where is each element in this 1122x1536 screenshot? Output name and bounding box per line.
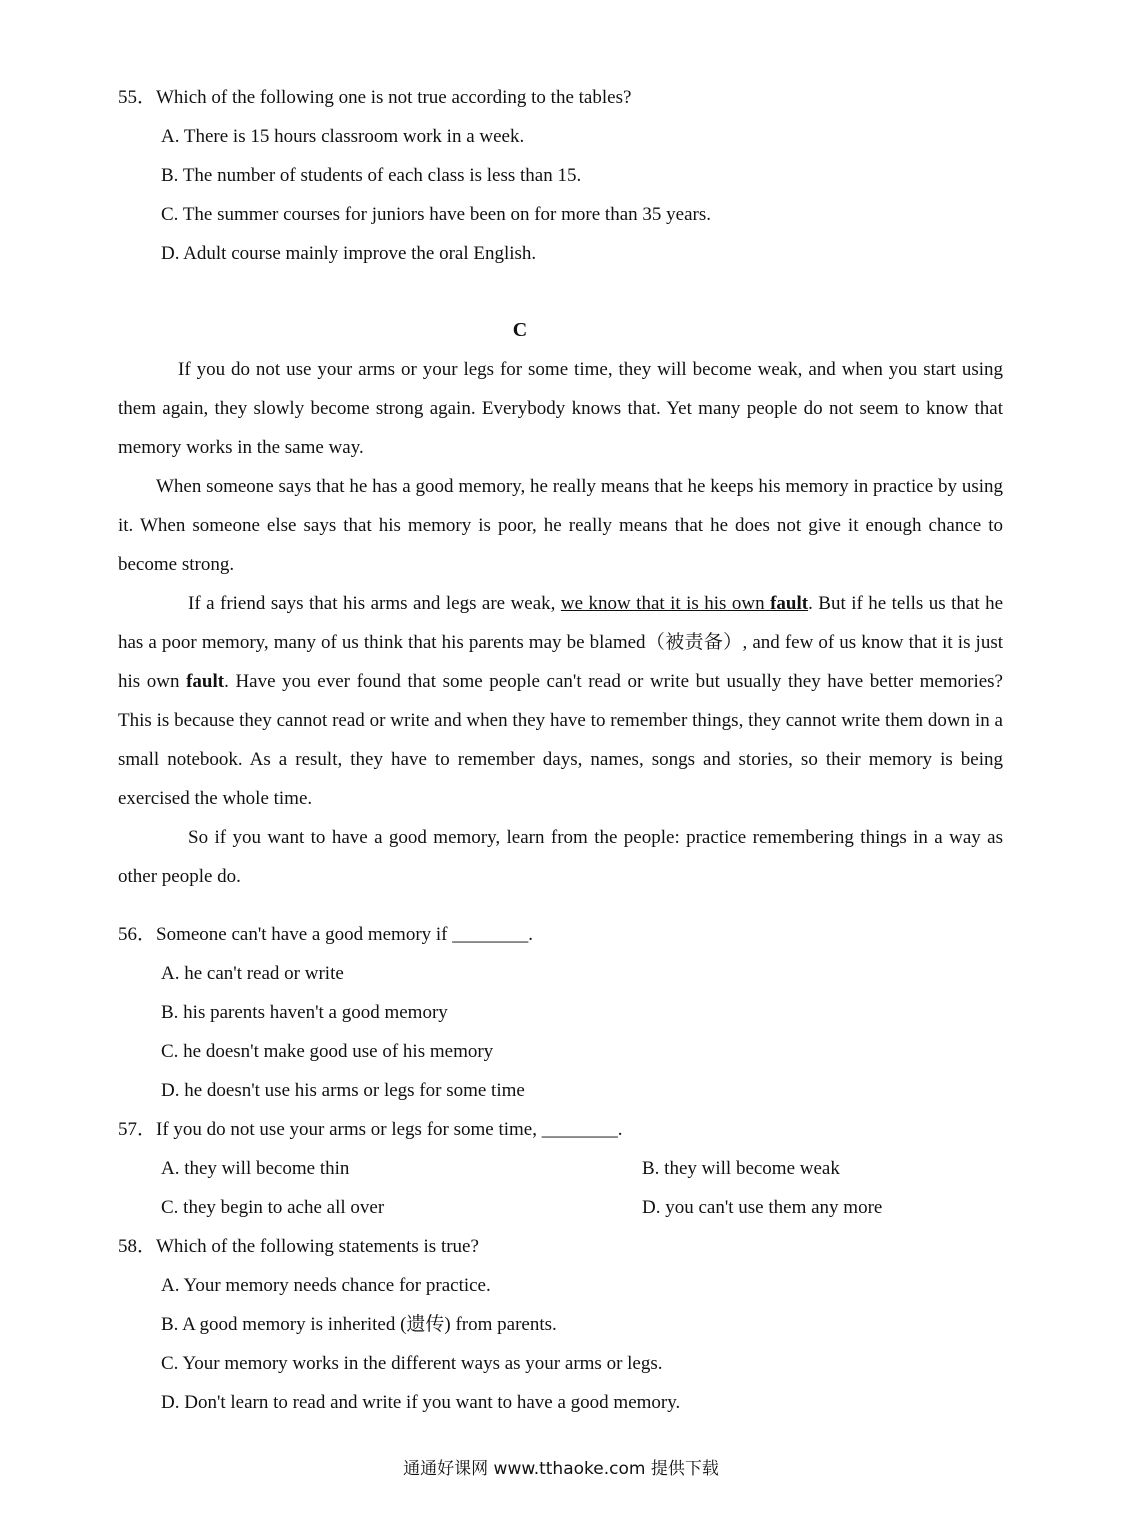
q58-option-c: C. Your memory works in the different ways as your arms or legs. — [161, 1353, 663, 1374]
q57-stem: 57．If you do not use your arms or legs for some time, ________. — [118, 1119, 623, 1140]
passage-paragraph-4: So if you want to have a good memory, learn from the people: practice remembering things in a way as other people do. — [118, 827, 1003, 887]
passage-paragraph-3 — [118, 584, 1003, 818]
q57-option-b: B. they will become weak — [642, 1158, 840, 1179]
q57-option-c: C. they begin to ache all over — [161, 1197, 385, 1218]
paragraph-3-text-b: . But if he tells us that he has a poor memory, many of us think that his parents may be blamed（被责备）, and few of us know that it is just his own — [118, 593, 1003, 692]
paragraph-3-text-c: . Have you ever found that some people can't read or write but usually they have better memories? This is because they cannot read or write and when they have to remember things, they cannot write them down in a small notebook. As a result, they have to remember days, names, songs and stories, so their memory is being exercised the whole time. — [118, 671, 1003, 809]
paragraph-3-text-a: If a friend says that his arms and legs are weak, — [188, 593, 561, 614]
q58-option-d: D. Don't learn to read and write if you want to have a good memory. — [161, 1392, 681, 1413]
q58-stem: 58．Which of the following statements is true? — [118, 1236, 479, 1257]
q56-option-d: D. he doesn't use his arms or legs for some time — [161, 1080, 525, 1101]
q56-option-a: A. he can't read or write — [161, 963, 344, 984]
underlined-text: we know that it is his own — [560, 593, 771, 614]
q55-option-d: D. Adult course mainly improve the oral English. — [161, 243, 537, 264]
q55-option-c: C. The summer courses for juniors have been on for more than 35 years. — [161, 204, 711, 225]
q58-option-a: A. Your memory needs chance for practice. — [161, 1275, 491, 1296]
q55-stem: 55．Which of the following one is not true according to the tables? — [118, 87, 632, 108]
q58-option-b: B. A good memory is inherited (遗传) from parents. — [161, 1314, 557, 1335]
q56-option-c: C. he doesn't make good use of his memory — [161, 1041, 494, 1062]
q57-option-d: D. you can't use them any more — [642, 1197, 883, 1218]
passage — [118, 350, 1003, 896]
passage-paragraph-1: If you do not use your arms or your legs for some time, they will become weak, and when you start using them again, they slowly become strong again. Everybody knows that. Yet many people do not seem to know that memory works in the same way. — [118, 359, 1003, 458]
section-heading: C — [512, 319, 528, 341]
page-footer: 通通好课网 www.tthaoke.com 提供下载 — [403, 1459, 719, 1479]
q55-option-b: B. The number of students of each class is less than 15. — [161, 165, 582, 186]
underlined-phrase — [561, 593, 808, 614]
q56-option-b: B. his parents haven't a good memory — [161, 1002, 448, 1023]
passage-paragraph-2: When someone says that he has a good memory, he really means that he keeps his memory in practice by using it. When someone else says that his memory is poor, he really means that he does not give it enough chance to become strong. — [118, 476, 1003, 575]
q55-option-a: A. There is 15 hours classroom work in a week. — [161, 126, 525, 147]
q56-stem: 56．Someone can't have a good memory if ________. — [118, 924, 534, 945]
fault-word-2: fault — [186, 671, 225, 692]
fault-word-1: fault — [770, 593, 809, 614]
q57-option-a: A. they will become thin — [161, 1158, 350, 1179]
